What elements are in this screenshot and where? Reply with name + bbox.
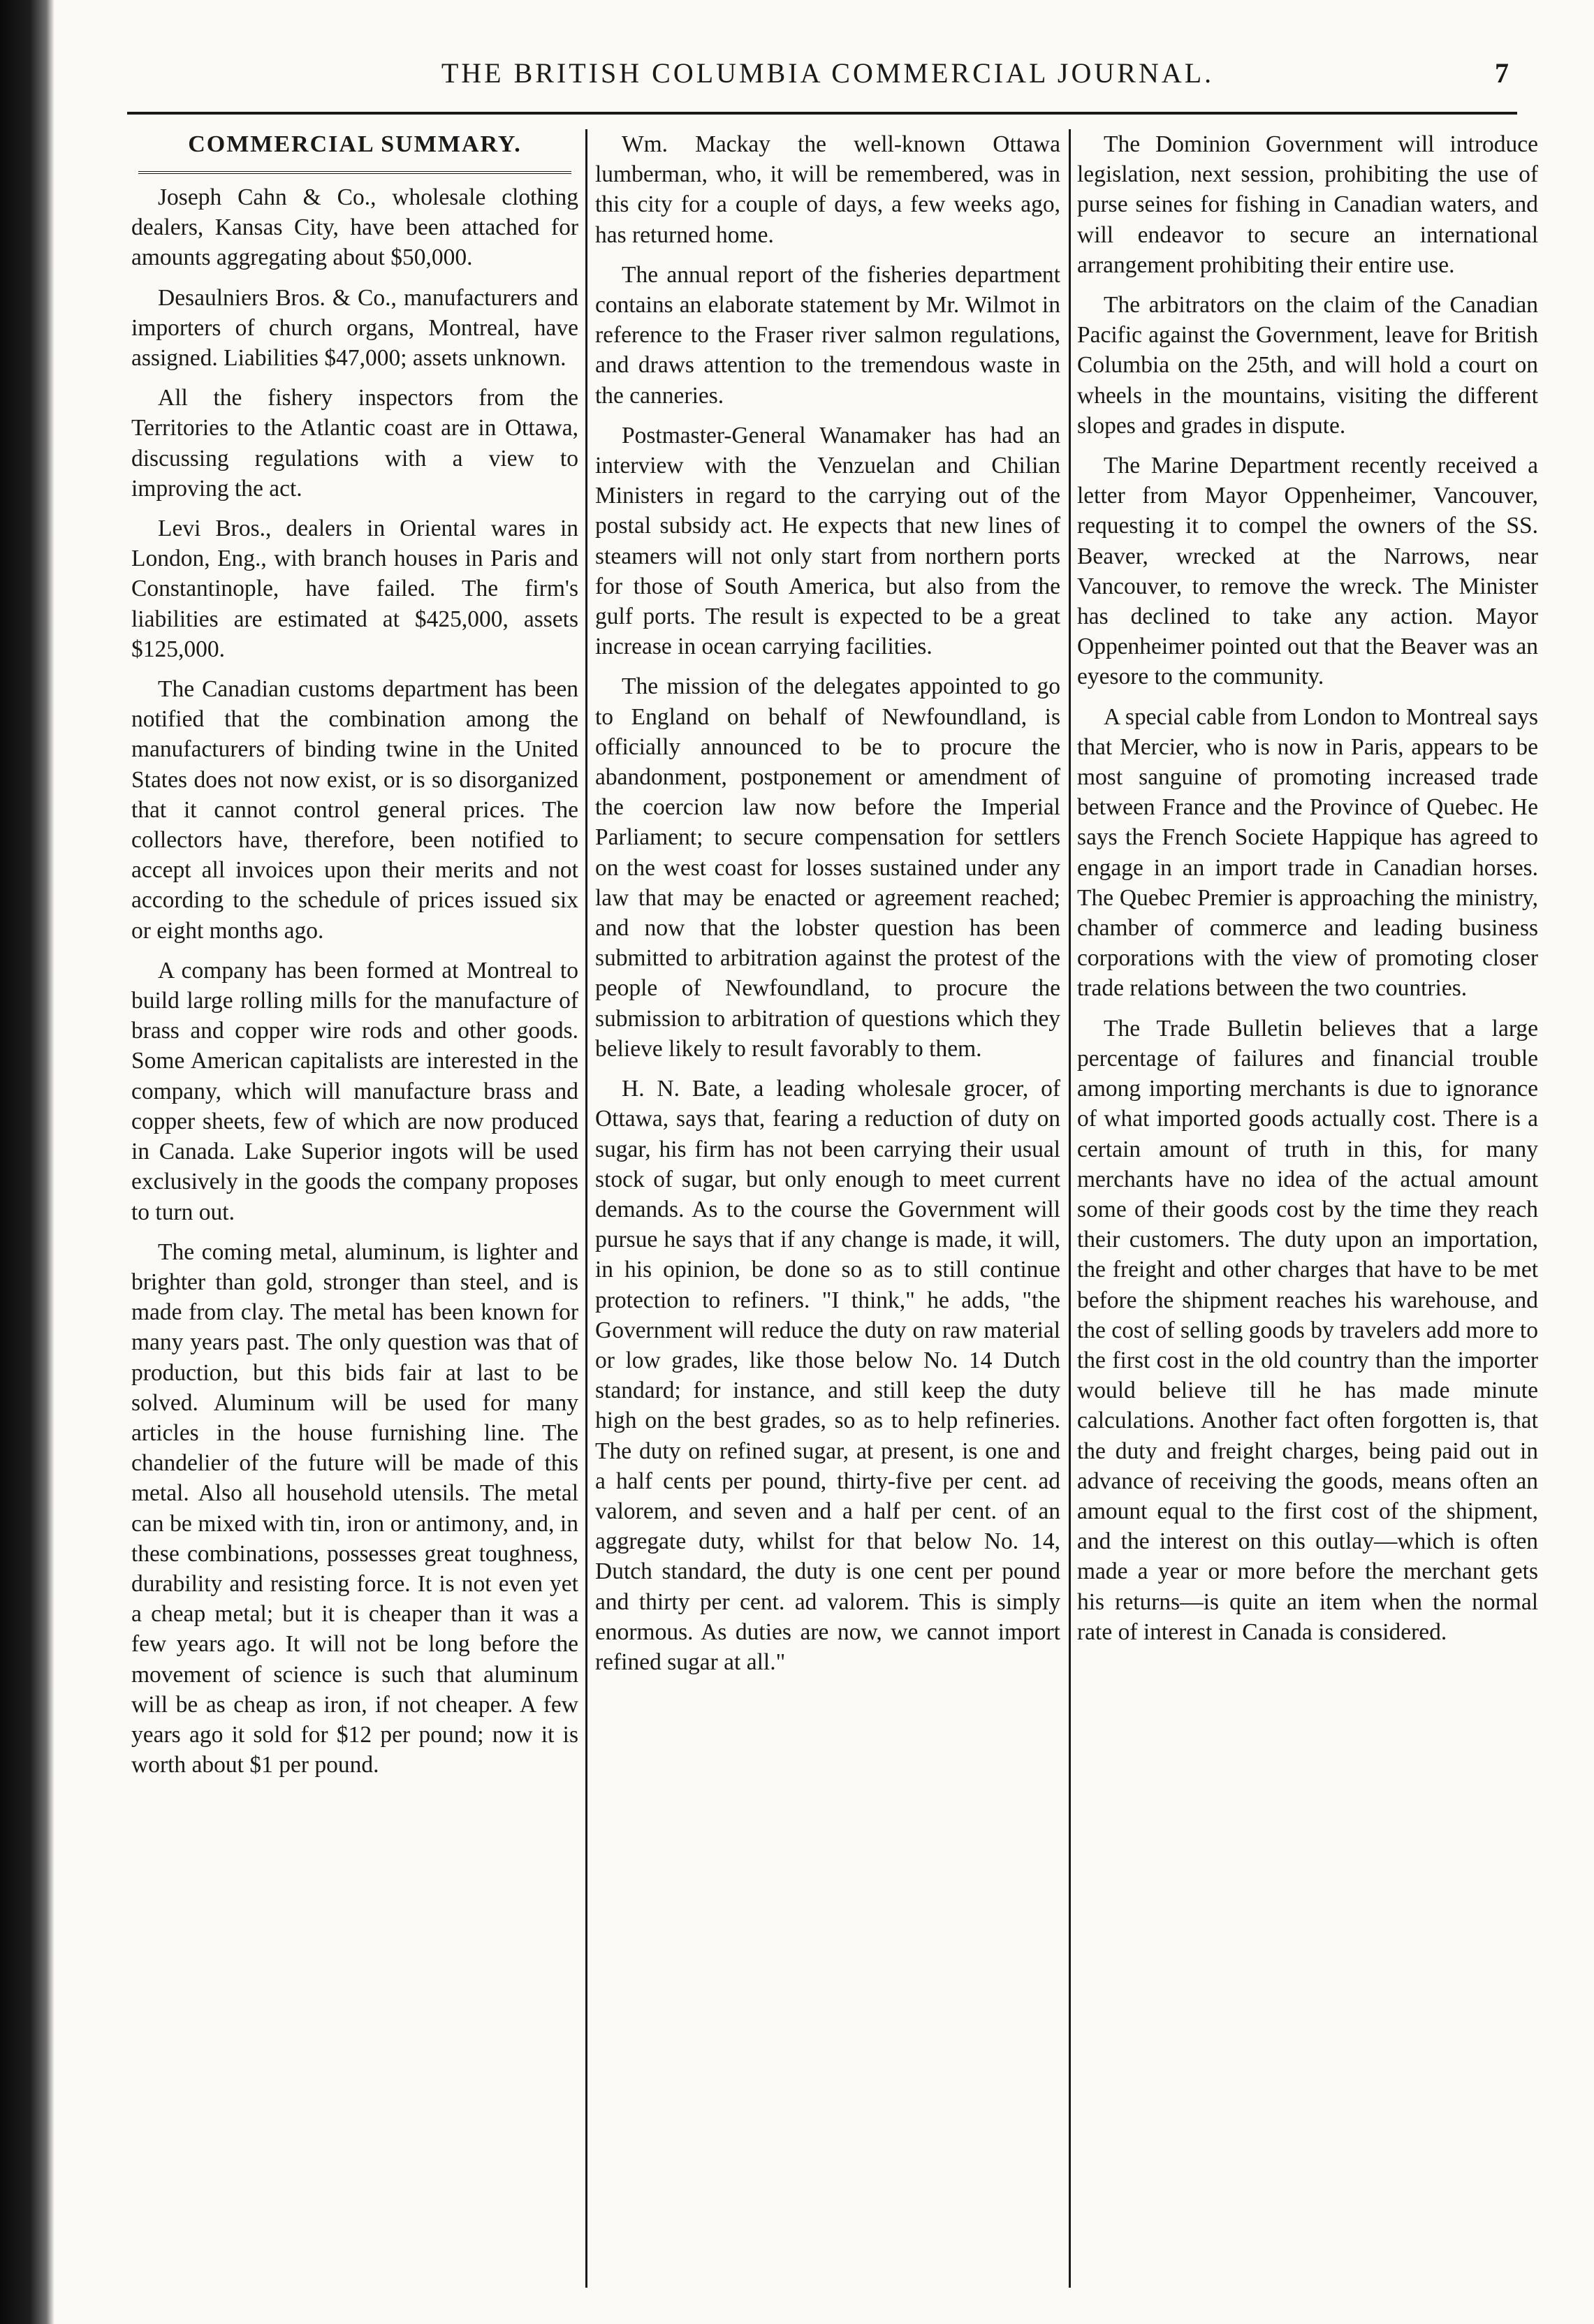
article-paragraph: The annual report of the fisheries department contains an elaborate statement by Mr. Wilmot in reference to the Fraser river salmon regulations, and draws attention to the tremendous waste in the canneries.: [595, 261, 1060, 409]
article-paragraph: A company has been formed at Montreal to build large rolling mills for the manufacture of brass and copper wire rods and other goods. Some American capitalists are interested in the company, which will manufacture brass and copper sheets, few of which are now produced in Canada. Lake Superior ingots will be used exclusively in the goods the company proposes to turn out.: [131, 957, 578, 1225]
article-paragraph: The Trade Bulletin believes that a large percentage of failures and financial trouble among importing merchants is due to ignorance of what imported goods actually cost. There is a certain amount of truth in this, for many merchants have no idea of the actual amount some of their goods cost by the time they reach their customers. The duty upon an importation, the freight and other charges that have to be met before the shipment reaches his warehouse, and the cost of selling goods by travelers add more to the first cost in the old country than the importer would believe till he has made minute calculations. Another fact often forgotten is, that the duty and freight charges, being paid out in advance of receiving the goods, means often an amount equal to the first cost of the shipment, and the interest on this outlay—which is often made a year or more before the merchant gets his returns—is quite an item when the normal rate of interest in Canada is considered.: [1077, 1015, 1538, 1645]
section-title: COMMERCIAL SUMMARY.: [188, 131, 522, 157]
section-rule: [138, 171, 571, 174]
article-paragraph: The arbitrators on the claim of the Canadian Pacific against the Government, leave for British Columbia on the 25th, and will hold a court on wheels in the mountains, visiting the different slopes and grades in dispute.: [1077, 292, 1538, 439]
running-title: THE BRITISH COLUMBIA COMMERCIAL JOURNAL.: [441, 57, 1215, 89]
page-number: 7: [1495, 57, 1509, 89]
page-binding-edge: [0, 0, 54, 2324]
article-paragraph: The coming metal, aluminum, is lighter and brighter than gold, stronger than steel, and is made from clay. The metal has been known for many years past. The only question was that of production, but this bids fair at last to be solved. Aluminum will be used for many articles in the house furnishing line. The chandelier of the future will be made of this metal. Also all household utensils. The metal can be mixed with tin, iron or antimony, and, in these combinations, possesses great toughness, durability and resisting force. It is not even yet a cheap metal; but it is cheaper than it was a few years ago. It will not be long before the movement of science is such that aluminum will be as cheap as iron, if not cheaper. A few years ago it sold for $12 per pound; now it is worth about $1 per pound.: [131, 1238, 578, 1778]
column-2: [595, 129, 1060, 2288]
article-paragraph: The Canadian customs department has been notified that the combination among the manufacturers of binding twine in the United States does not now exist, or is so disorganized that it cannot control general prices. The collectors have, therefore, been notified to accept all invoices upon their merits and not according to the schedule of prices issued six or eight months ago.: [131, 676, 578, 944]
article-paragraph: A special cable from London to Montreal says that Mercier, who is now in Paris, appears to be most sanguine of promoting increased trade between France and the Province of Quebec. He says the French Societe Happique has agreed to engage in an import trade in Canadian horses. The Quebec Premier is approaching the ministry, chamber of commerce and leading business corporations with the view of promoting closer trade relations between the two countries.: [1077, 703, 1538, 1002]
header-rule: [127, 112, 1517, 115]
article-paragraph: Levi Bros., dealers in Oriental wares in London, Eng., with branch houses in Paris and Constantinople, have failed. The firm's liabilities are estimated at $425,000, assets $125,000.: [131, 516, 578, 662]
article-paragraph: Wm. Mackay the well-known Ottawa lumberman, who, it will be remembered, was in this city for a couple of days, a few weeks ago, has returned home.: [595, 131, 1060, 248]
article-paragraph: Joseph Cahn & Co., wholesale clothing dealers, Kansas City, have been attached for amounts aggregating about $50,000.: [131, 184, 578, 271]
article-paragraph: All the fishery inspectors from the Territories to the Atlantic coast are in Ottawa, discussing regulations with a view to improving the act.: [131, 385, 578, 502]
article-paragraph: The Dominion Government will introduce legislation, next session, prohibiting the use of purse seines for fishing in Canadian waters, and will endeavor to secure an international arrangement prohibiting their entire use.: [1077, 131, 1538, 278]
article-paragraph: The mission of the delegates appointed to go to England on behalf of Newfoundland, is officially announced to be to procure the abandonment, postponement or amendment of the coercion law now before the Imperial Parliament; to secure compensation for settlers on the west coast for losses sustained under any law that may be enacted or agreement reached; and now that the lobster question has been submitted to arbitration against the protest of the people of Newfoundland, to procure the submission to arbitration of questions which they believe likely to result favorably to them.: [595, 673, 1060, 1062]
article-paragraph: H. N. Bate, a leading wholesale grocer, of Ottawa, says that, fearing a reduction of duty on sugar, his firm has not been carrying their usual stock of sugar, but only enough to meet current demands. As to the course the Government will pursue he says that if any change is made, it will, in his opinion, be done so as to still continue protection to refiners. "I think," he adds, "the Government will reduce the duty on raw material or low grades, like those below No. 14 Dutch standard; for instance, and still keep the duty high on the best grades, so as to help refineries. The duty on refined sugar, at present, is one and a half cents per pound, thirty-five per cent. ad valorem, and seven and a half per cent. of an aggregate duty, whilst for that below No. 14, Dutch standard, the duty is one cent per pound and thirty per cent. ad valorem. This is simply enormous. As duties are now, we cannot import refined sugar at all.": [595, 1076, 1060, 1675]
column-divider: [585, 129, 587, 2288]
column-3: [1077, 129, 1538, 2288]
column-divider: [1069, 129, 1071, 2288]
page-header: [119, 38, 1537, 87]
article-paragraph: Postmaster-General Wanamaker has had an interview with the Venzuelan and Chilian Ministers in regard to the carrying out of the postal subsidy act. He expects that new lines of steamers will not only start from northern ports for those of South America, but also from the gulf ports. The result is expected to be a great increase in ocean carrying facilities.: [595, 422, 1060, 660]
column-1: [131, 129, 578, 2288]
article-paragraph: Desaulniers Bros. & Co., manufacturers and importers of church organs, Montreal, have assigned. Liabilities $47,000; assets unknown.: [131, 284, 578, 372]
article-paragraph: The Marine Department recently received a letter from Mayor Oppenheimer, Vancouver, requesting it to compel the owners of the SS. Beaver, wrecked at the Narrows, near Vancouver, to remove the wreck. The Minister has declined to take any action. Mayor Oppenheimer pointed out that the Beaver was an eyesore to the community.: [1077, 453, 1538, 690]
